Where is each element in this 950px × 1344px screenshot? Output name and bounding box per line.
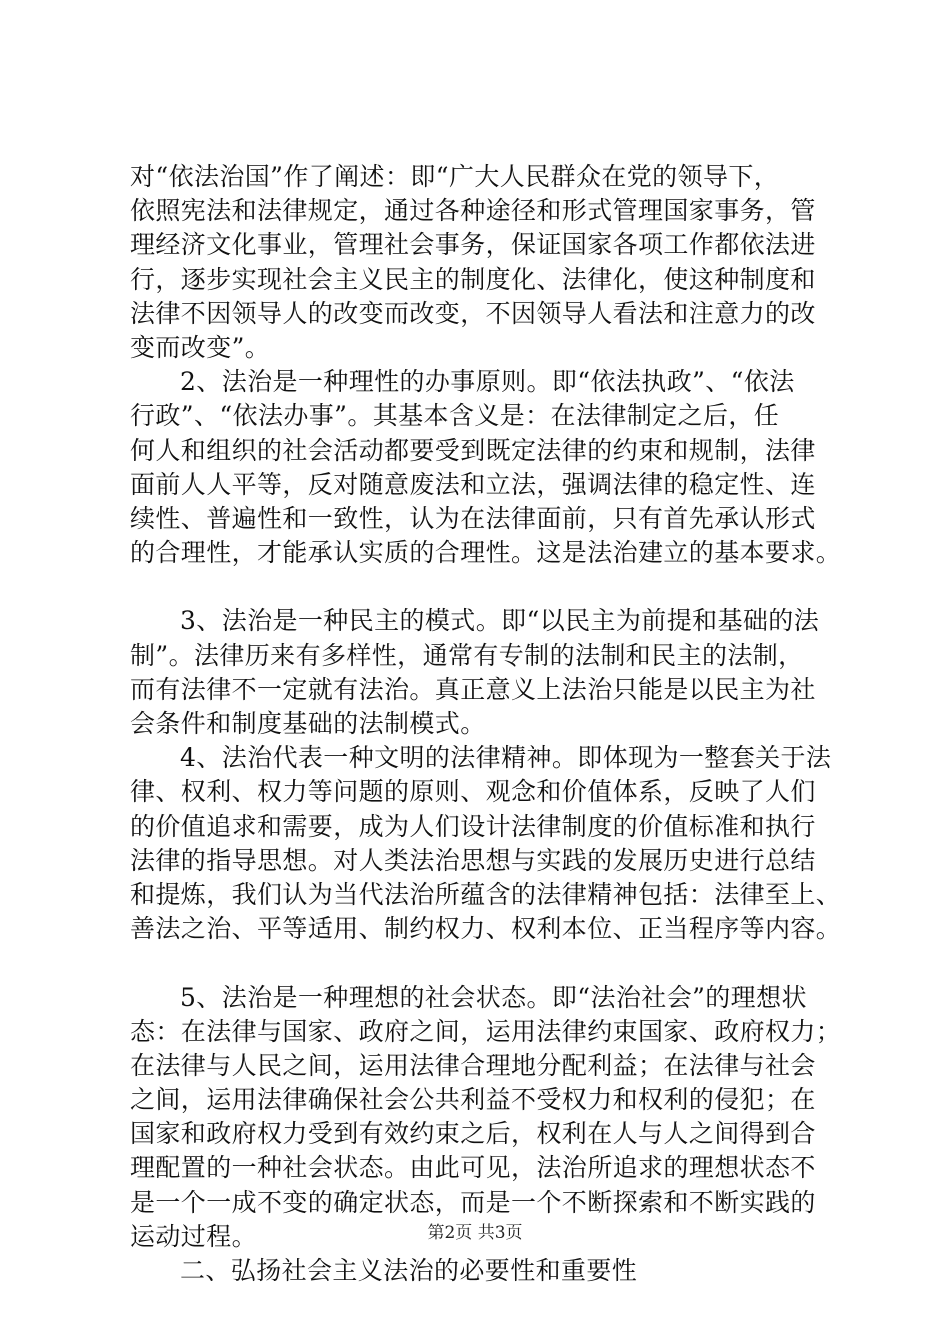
- paragraph-3-start: 3、法治是一种民主的模式。即“以民主为前提和基础的法: [180, 606, 820, 636]
- text-line: 何人和组织的社会活动都要受到既定法律的约束和规制，法律: [130, 435, 816, 465]
- paragraph-2-start: 2、法治是一种理性的办事原则。即“依法执政”、“依法: [180, 367, 795, 397]
- text-line: 运动过程。: [130, 1221, 258, 1251]
- text-line: 行政”、“依法办事”。其基本含义是：在法律制定之后，任: [130, 401, 780, 431]
- section-heading: 二、弘扬社会主义法治的必要性和重要性: [180, 1256, 638, 1285]
- text-line: 的合理性，才能承认实质的合理性。这是法治建立的基本要求。: [130, 538, 842, 568]
- text-line: 理经济文化事业，管理社会事务，保证国家各项工作都依法进: [130, 230, 816, 260]
- text-line: 善法之治、平等适用、制约权力、权利本位、正当程序等内容。: [130, 914, 842, 944]
- text-line: 制”。法律历来有多样性，通常有专制的法制和民主的法制，: [130, 640, 804, 670]
- text-line: 会条件和制度基础的法制模式。: [130, 709, 486, 738]
- text-line: 律、权利、权力等问题的原则、观念和价值体系，反映了人们: [130, 777, 816, 807]
- text-line: 之间，运用法律确保社会公共利益不受权力和权利的侵犯；在: [130, 1085, 816, 1115]
- text-line: 的价值追求和需要，成为人们设计法律制度的价值标准和执行: [130, 811, 816, 841]
- text-line: 面前人人平等，反对随意废法和立法，强调法律的稳定性、连: [130, 469, 816, 499]
- paragraph-4-start: 4、法治代表一种文明的法律精神。即体现为一整套关于法: [180, 743, 832, 773]
- text-line: 依照宪法和法律规定，通过各种途径和形式管理国家事务，管: [130, 196, 816, 226]
- text-line: 法律不因领导人的改变而改变，不因领导人看法和注意力的改: [130, 298, 816, 328]
- paragraph-gap: [130, 570, 835, 604]
- paragraph-5-start: 5、法治是一种理想的社会状态。即“法治社会”的理想状: [180, 982, 807, 1012]
- text-line: 而有法律不一定就有法治。真正意义上法治只能是以民主为社: [130, 674, 816, 704]
- text-line: 理配置的一种社会状态。由此可见，法治所追求的理想状态不: [130, 1153, 816, 1183]
- text-line: 法律的指导思想。对人类法治思想与实践的发展历史进行总结: [130, 845, 816, 875]
- text-line: 和提炼，我们认为当代法治所蕴含的法律精神包括：法律至上、: [130, 879, 842, 909]
- text-line: 是一个一成不变的确定状态，而是一个不断探索和不断实践的: [130, 1187, 816, 1217]
- paragraph-gap: [130, 946, 835, 980]
- text-line: 国家和政府权力受到有效约束之后，权利在人与人之间得到合: [130, 1119, 816, 1149]
- text-line: 行，逐步实现社会主义民主的制度化、法律化，使这种制度和: [130, 264, 816, 294]
- document-body: [130, 160, 842, 1288]
- text-line: 对“依法治国”作了阐述：即“广大人民群众在党的领导下，: [130, 162, 780, 191]
- text-line: 变而改变”。: [130, 332, 271, 362]
- text-line: 续性、普遍性和一致性，认为在法律面前，只有首先承认形式: [130, 503, 816, 533]
- text-line: 态：在法律与国家、政府之间，运用法律约束国家、政府权力；: [130, 1016, 842, 1046]
- page-number-footer: 第2页 共3页: [427, 1223, 523, 1243]
- text-line: 在法律与人民之间，运用法律合理地分配利益；在法律与社会: [130, 1050, 816, 1080]
